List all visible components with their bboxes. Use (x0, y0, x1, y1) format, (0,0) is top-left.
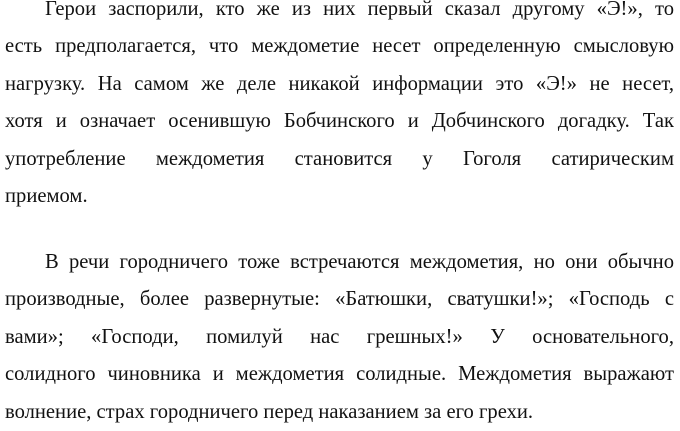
paragraph-line: волнение, страх городничего перед наказанием за его грехи. (5, 400, 534, 423)
paragraph-line: приемом. (5, 184, 88, 207)
paragraph-1 (5, 0, 674, 215)
paragraph-line: солидного чиновника и междометия солидные. Междометия выражают (5, 363, 674, 386)
paragraph-line: нагрузку. На самом же деле никакой информации это «Э!» не несет, (5, 72, 674, 95)
paragraph-line: производные, более развернутые: «Батюшки, сватушки!»; «Господь с (5, 288, 674, 311)
paragraph-line: употребление междометия становится у Гоголя сатирическим (5, 147, 674, 170)
paragraph-2 (5, 244, 674, 431)
paragraph-line: хотя и означает осенившую Бобчинского и Добчинского догадку. Так (5, 110, 674, 133)
paragraph-line: В речи городничего тоже встречаются междометия, но они обычно (45, 251, 674, 273)
paragraph-line: Герои заспорили, кто же из них первый сказал другому «Э!», то (45, 0, 674, 20)
paragraph-line: есть предполагается, что междометие несет определенную смысловую (5, 35, 674, 58)
paragraph-line: вами»; «Господи, помилуй нас грешных!» У основательного, (5, 325, 674, 348)
